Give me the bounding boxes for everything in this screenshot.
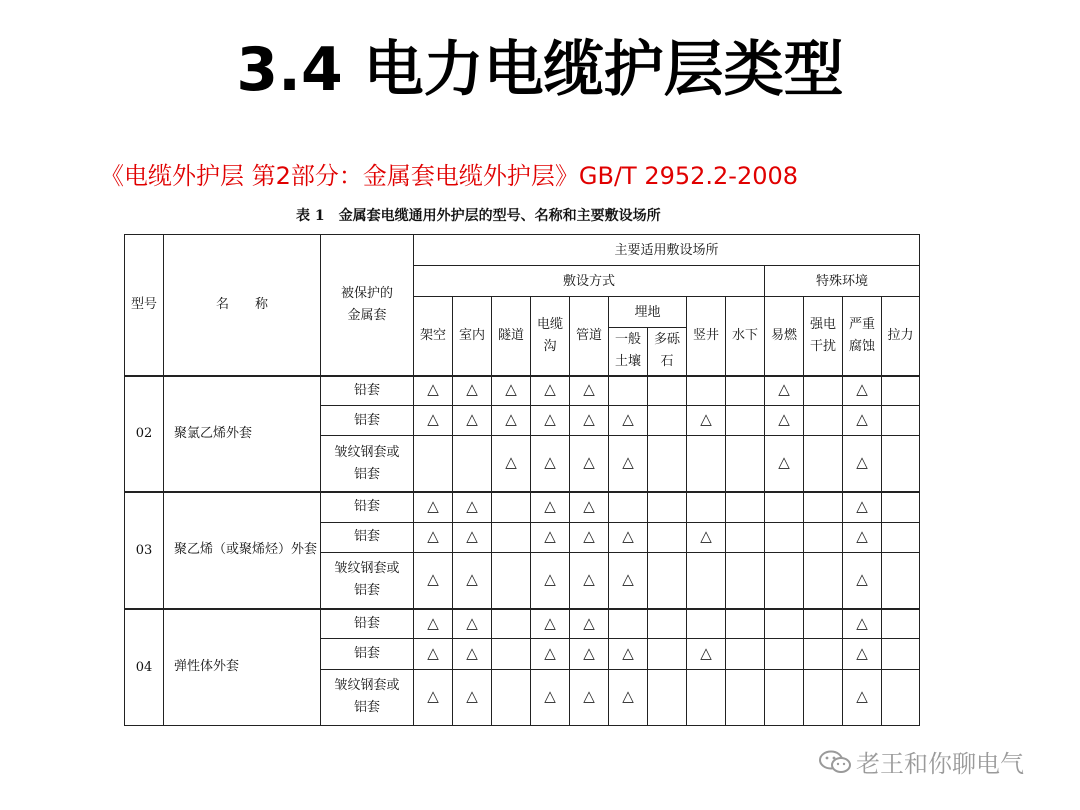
- empty-cell: [765, 669, 804, 725]
- triangle-mark: △: [622, 686, 634, 705]
- applicable-mark-cell: [453, 406, 492, 436]
- triangle-mark: △: [700, 526, 712, 545]
- applicable-mark-cell: [531, 492, 570, 522]
- header-model: 型号: [125, 235, 164, 376]
- empty-cell: [687, 553, 726, 609]
- applicable-mark-cell: [414, 492, 453, 522]
- applicable-mark-cell: [453, 376, 492, 406]
- triangle-mark: △: [466, 613, 478, 632]
- empty-cell: [882, 376, 920, 406]
- empty-cell: [492, 669, 531, 725]
- applicable-mark-cell: [843, 639, 882, 669]
- header-cable-trench: 电缆沟: [531, 297, 570, 376]
- empty-cell: [453, 436, 492, 492]
- applicable-mark-cell: [453, 492, 492, 522]
- empty-cell: [648, 669, 687, 725]
- triangle-mark: △: [622, 526, 634, 545]
- empty-cell: [726, 436, 765, 492]
- header-tunnel: 隧道: [492, 297, 531, 376]
- applicable-mark-cell: [414, 522, 453, 552]
- applicable-mark-cell: [570, 553, 609, 609]
- applicable-mark-cell: [570, 639, 609, 669]
- empty-cell: [648, 522, 687, 552]
- header-severe-corrosion: 严重腐蚀: [843, 297, 882, 376]
- triangle-mark: △: [856, 380, 868, 399]
- triangle-mark: △: [583, 380, 595, 399]
- empty-cell: [687, 669, 726, 725]
- empty-cell: [726, 669, 765, 725]
- empty-cell: [687, 609, 726, 639]
- triangle-mark: △: [427, 380, 439, 399]
- header-overhead: 架空: [414, 297, 453, 376]
- empty-cell: [804, 522, 843, 552]
- header-laying-method: 敷设方式: [414, 266, 765, 297]
- empty-cell: [804, 406, 843, 436]
- header-tension: 拉力: [882, 297, 920, 376]
- empty-cell: [804, 492, 843, 522]
- applicable-mark-cell: [414, 609, 453, 639]
- empty-cell: [648, 639, 687, 669]
- empty-cell: [882, 639, 920, 669]
- empty-cell: [687, 436, 726, 492]
- applicable-mark-cell: [453, 553, 492, 609]
- triangle-mark: △: [466, 496, 478, 515]
- applicable-mark-cell: [609, 522, 648, 552]
- triangle-mark: △: [856, 569, 868, 588]
- header-sheath: 被保护的金属套: [321, 235, 414, 376]
- model-cell: 03: [125, 492, 164, 609]
- triangle-mark: △: [505, 380, 517, 399]
- triangle-mark: △: [700, 410, 712, 429]
- triangle-mark: △: [544, 613, 556, 632]
- header-strong-interference: 强电干扰: [804, 297, 843, 376]
- empty-cell: [804, 376, 843, 406]
- sheath-cell: 铅套: [321, 376, 414, 406]
- empty-cell: [882, 553, 920, 609]
- applicable-mark-cell: [414, 376, 453, 406]
- empty-cell: [726, 639, 765, 669]
- triangle-mark: △: [505, 410, 517, 429]
- triangle-mark: △: [544, 380, 556, 399]
- applicable-mark-cell: [531, 669, 570, 725]
- triangle-mark: △: [544, 643, 556, 662]
- empty-cell: [726, 522, 765, 552]
- empty-cell: [648, 609, 687, 639]
- applicable-mark-cell: [843, 492, 882, 522]
- applicable-mark-cell: [531, 436, 570, 492]
- triangle-mark: △: [583, 686, 595, 705]
- empty-cell: [804, 669, 843, 725]
- sheath-type-table-container: [124, 234, 920, 726]
- empty-cell: [726, 609, 765, 639]
- applicable-mark-cell: [531, 522, 570, 552]
- applicable-mark-cell: [609, 669, 648, 725]
- empty-cell: [492, 553, 531, 609]
- sheath-type-table: [124, 234, 920, 726]
- empty-cell: [882, 492, 920, 522]
- triangle-mark: △: [583, 569, 595, 588]
- empty-cell: [804, 609, 843, 639]
- triangle-mark: △: [466, 643, 478, 662]
- empty-cell: [726, 492, 765, 522]
- applicable-mark-cell: [609, 436, 648, 492]
- table-row: [125, 492, 920, 522]
- triangle-mark: △: [622, 643, 634, 662]
- applicable-mark-cell: [765, 376, 804, 406]
- applicable-mark-cell: [414, 669, 453, 725]
- triangle-mark: △: [544, 526, 556, 545]
- watermark-text: 老王和你聊电气: [856, 750, 1024, 778]
- applicable-mark-cell: [843, 436, 882, 492]
- triangle-mark: △: [466, 686, 478, 705]
- empty-cell: [882, 609, 920, 639]
- empty-cell: [882, 406, 920, 436]
- applicable-mark-cell: [843, 669, 882, 725]
- name-cell: 弹性体外套: [164, 609, 321, 726]
- table-row: [125, 609, 920, 639]
- table-row: [125, 376, 920, 406]
- sheath-cell: 铝套: [321, 639, 414, 669]
- slide-title: 3.4 电力电缆护层类型: [236, 35, 844, 105]
- triangle-mark: △: [427, 496, 439, 515]
- empty-cell: [609, 609, 648, 639]
- applicable-mark-cell: [492, 406, 531, 436]
- applicable-mark-cell: [687, 639, 726, 669]
- applicable-mark-cell: [609, 639, 648, 669]
- empty-cell: [609, 492, 648, 522]
- applicable-mark-cell: [492, 376, 531, 406]
- triangle-mark: △: [856, 643, 868, 662]
- triangle-mark: △: [856, 496, 868, 515]
- header-flammable: 易燃: [765, 297, 804, 376]
- applicable-mark-cell: [570, 492, 609, 522]
- empty-cell: [648, 376, 687, 406]
- empty-cell: [492, 609, 531, 639]
- triangle-mark: △: [466, 380, 478, 399]
- triangle-mark: △: [583, 496, 595, 515]
- triangle-mark: △: [544, 410, 556, 429]
- applicable-mark-cell: [570, 436, 609, 492]
- empty-cell: [765, 522, 804, 552]
- applicable-mark-cell: [843, 376, 882, 406]
- triangle-mark: △: [427, 686, 439, 705]
- applicable-mark-cell: [609, 406, 648, 436]
- triangle-mark: △: [544, 686, 556, 705]
- applicable-mark-cell: [531, 553, 570, 609]
- name-cell: 聚乙烯（或聚烯烃）外套: [164, 492, 321, 609]
- empty-cell: [882, 522, 920, 552]
- triangle-mark: △: [466, 410, 478, 429]
- applicable-mark-cell: [414, 639, 453, 669]
- triangle-mark: △: [856, 613, 868, 632]
- empty-cell: [882, 436, 920, 492]
- triangle-mark: △: [427, 643, 439, 662]
- empty-cell: [609, 376, 648, 406]
- applicable-mark-cell: [570, 669, 609, 725]
- triangle-mark: △: [778, 453, 790, 472]
- sheath-cell: 铅套: [321, 492, 414, 522]
- empty-cell: [804, 639, 843, 669]
- header-main-use: 主要适用敷设场所: [414, 235, 920, 266]
- header-shaft: 竖井: [687, 297, 726, 376]
- applicable-mark-cell: [531, 609, 570, 639]
- applicable-mark-cell: [570, 609, 609, 639]
- empty-cell: [804, 436, 843, 492]
- applicable-mark-cell: [531, 376, 570, 406]
- triangle-mark: △: [583, 526, 595, 545]
- applicable-mark-cell: [843, 609, 882, 639]
- sheath-cell: 皱纹钢套或铝套: [321, 669, 414, 725]
- applicable-mark-cell: [843, 406, 882, 436]
- triangle-mark: △: [622, 569, 634, 588]
- empty-cell: [726, 553, 765, 609]
- triangle-mark: △: [622, 410, 634, 429]
- empty-cell: [492, 492, 531, 522]
- sheath-cell: 铅套: [321, 609, 414, 639]
- triangle-mark: △: [700, 643, 712, 662]
- applicable-mark-cell: [453, 639, 492, 669]
- triangle-mark: △: [427, 526, 439, 545]
- applicable-mark-cell: [453, 669, 492, 725]
- empty-cell: [648, 492, 687, 522]
- model-cell: 02: [125, 376, 164, 493]
- applicable-mark-cell: [765, 406, 804, 436]
- header-underwater: 水下: [726, 297, 765, 376]
- applicable-mark-cell: [531, 406, 570, 436]
- triangle-mark: △: [583, 453, 595, 472]
- applicable-mark-cell: [609, 553, 648, 609]
- triangle-mark: △: [778, 380, 790, 399]
- empty-cell: [765, 609, 804, 639]
- applicable-mark-cell: [843, 522, 882, 552]
- empty-cell: [726, 376, 765, 406]
- empty-cell: [765, 492, 804, 522]
- triangle-mark: △: [856, 526, 868, 545]
- triangle-mark: △: [622, 453, 634, 472]
- account-watermark: [818, 744, 1024, 779]
- triangle-mark: △: [544, 453, 556, 472]
- sheath-cell: 铝套: [321, 522, 414, 552]
- triangle-mark: △: [856, 453, 868, 472]
- empty-cell: [765, 639, 804, 669]
- triangle-mark: △: [466, 569, 478, 588]
- applicable-mark-cell: [453, 609, 492, 639]
- name-cell: 聚氯乙烯外套: [164, 376, 321, 493]
- applicable-mark-cell: [570, 376, 609, 406]
- applicable-mark-cell: [453, 522, 492, 552]
- empty-cell: [765, 553, 804, 609]
- triangle-mark: △: [583, 410, 595, 429]
- wechat-icon: [818, 749, 852, 775]
- applicable-mark-cell: [492, 436, 531, 492]
- header-general-soil: 一般土壤: [609, 328, 648, 376]
- applicable-mark-cell: [570, 406, 609, 436]
- applicable-mark-cell: [414, 406, 453, 436]
- empty-cell: [648, 436, 687, 492]
- header-duct: 管道: [570, 297, 609, 376]
- triangle-mark: △: [427, 613, 439, 632]
- triangle-mark: △: [544, 496, 556, 515]
- table-caption: 表 1 金属套电缆通用外护层的型号、名称和主要敷设场所: [296, 208, 661, 224]
- triangle-mark: △: [583, 643, 595, 662]
- empty-cell: [687, 376, 726, 406]
- header-indoor: 室内: [453, 297, 492, 376]
- triangle-mark: △: [544, 569, 556, 588]
- triangle-mark: △: [856, 410, 868, 429]
- sheath-cell: 皱纹钢套或铝套: [321, 436, 414, 492]
- triangle-mark: △: [583, 613, 595, 632]
- applicable-mark-cell: [765, 436, 804, 492]
- triangle-mark: △: [505, 453, 517, 472]
- header-gravel: 多砾石: [648, 328, 687, 376]
- empty-cell: [726, 406, 765, 436]
- applicable-mark-cell: [687, 406, 726, 436]
- triangle-mark: △: [466, 526, 478, 545]
- applicable-mark-cell: [687, 522, 726, 552]
- header-buried: 埋地: [609, 297, 687, 328]
- triangle-mark: △: [778, 410, 790, 429]
- empty-cell: [804, 553, 843, 609]
- header-special-environment: 特殊环境: [765, 266, 920, 297]
- empty-cell: [414, 436, 453, 492]
- triangle-mark: △: [427, 569, 439, 588]
- sheath-cell: 铝套: [321, 406, 414, 436]
- empty-cell: [492, 522, 531, 552]
- applicable-mark-cell: [843, 553, 882, 609]
- sheath-cell: 皱纹钢套或铝套: [321, 553, 414, 609]
- empty-cell: [687, 492, 726, 522]
- triangle-mark: △: [427, 410, 439, 429]
- applicable-mark-cell: [570, 522, 609, 552]
- triangle-mark: △: [856, 686, 868, 705]
- model-cell: 04: [125, 609, 164, 726]
- empty-cell: [492, 639, 531, 669]
- standard-reference: 《电缆外护层 第2部分：金属套电缆外护层》GB/T 2952.2-2008: [100, 162, 799, 190]
- empty-cell: [648, 406, 687, 436]
- empty-cell: [648, 553, 687, 609]
- applicable-mark-cell: [414, 553, 453, 609]
- applicable-mark-cell: [531, 639, 570, 669]
- empty-cell: [882, 669, 920, 725]
- header-name: 名 称: [164, 235, 321, 376]
- table-body: [125, 376, 920, 726]
